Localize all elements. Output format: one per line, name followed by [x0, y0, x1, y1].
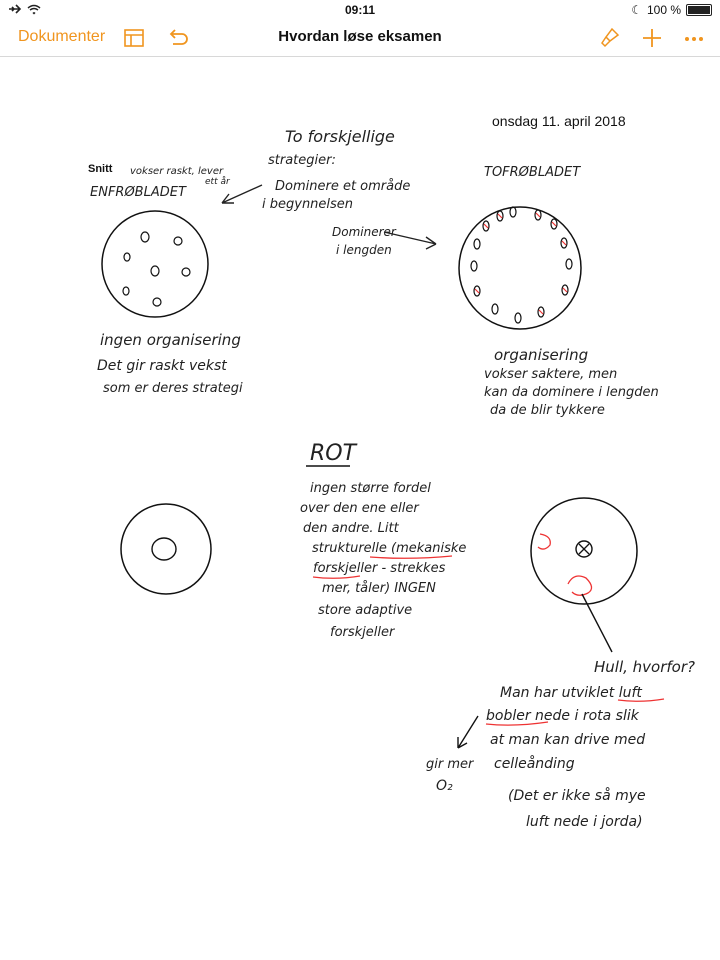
rot-line-8: forskjeller [330, 625, 395, 640]
left-text-1: ingen organisering [100, 331, 241, 349]
rot-line-2: over den ene eller [300, 501, 419, 516]
dominate-text-2: i begynnelsen [262, 197, 354, 212]
root-circle-right [531, 498, 637, 604]
hole-question: Hull, hvorfor? [594, 658, 695, 676]
dicot-phloem-marks [475, 213, 567, 314]
rot-line-4: strukturelle (mekaniske [312, 541, 467, 556]
hole-line-6: luft nede i jorda) [526, 814, 643, 830]
documents-back-button[interactable]: Dokumenter [18, 28, 106, 45]
oxygen-text-2: O₂ [436, 778, 453, 794]
monocot-stem-circle [102, 211, 208, 317]
strategies-title-2: strategier: [268, 153, 336, 168]
note-date: onsdag 11. april 2018 [492, 113, 626, 129]
status-bar [0, 0, 720, 20]
rot-line-6: mer, tåler) INGEN [322, 581, 436, 596]
snitt-label: Snitt [88, 163, 113, 175]
hole-line-3: at man kan drive med [490, 732, 646, 748]
air-hole-bottom [568, 576, 592, 595]
air-hole-left [538, 534, 550, 549]
right-text-3: kan da dominere i lengden [484, 385, 659, 400]
root-circle-left [121, 504, 211, 594]
left-title: ENFRØBLADET [90, 185, 186, 200]
rot-line-7: store adaptive [318, 603, 413, 618]
dicot-stem-circle [459, 207, 581, 329]
right-text-4: da de blir tykkere [490, 403, 605, 418]
toolbar [0, 20, 720, 57]
brush-icon[interactable] [596, 24, 624, 52]
left-label-1: vokser raskt, lever [130, 166, 224, 177]
left-text-3: som er deres strategi [103, 381, 243, 396]
strategies-title-1: To forskjellige [285, 127, 395, 146]
cross-icon [579, 544, 589, 554]
oxygen-arrow-icon [458, 716, 478, 748]
hole-red-underlines [486, 699, 664, 725]
rot-red-underlines [313, 556, 452, 578]
status-right [631, 3, 712, 17]
length-text-2: i lengden [336, 243, 392, 257]
rot-line-3: den andre. Litt [303, 521, 399, 536]
monocot-bundles [123, 232, 190, 306]
dicot-bundle-ring [471, 207, 572, 323]
hole-line-5: (Det er ikke så mye [508, 788, 646, 804]
oxygen-text-1: gir mer [426, 757, 474, 772]
root-center-left [152, 538, 176, 560]
arrow-right-icon [384, 232, 436, 249]
rot-title: ROT [310, 441, 357, 466]
left-text-2: Det gir raskt vekst [97, 358, 227, 374]
battery-icon [686, 4, 712, 16]
document-title: Hvordan løse eksamen [278, 28, 442, 45]
rot-line-1: ingen større fordel [310, 481, 431, 496]
right-text-1: organisering [494, 346, 589, 364]
root-center-right [576, 541, 592, 557]
hole-line-4: celleånding [494, 756, 575, 772]
rot-line-5: forskjeller - strekkes [313, 561, 446, 576]
hole-line-1: Man har utviklet luft [500, 685, 642, 701]
status-time: 09:11 [344, 3, 376, 17]
pointer-line [582, 594, 612, 652]
length-text-1: Dominerer [332, 225, 396, 239]
right-title: TOFRØBLADET [484, 165, 581, 180]
right-text-2: vokser saktere, men [484, 367, 618, 382]
plus-icon[interactable] [638, 24, 666, 52]
moon-icon: ☾ [631, 3, 642, 17]
left-label-2: ett år [205, 177, 230, 187]
arrow-left-icon [222, 185, 262, 203]
hole-line-2: bobler nede i rota slik [486, 708, 639, 724]
more-icon[interactable] [680, 24, 708, 52]
dominate-text-1: Dominere et område [275, 179, 411, 194]
battery-text: 100 % [646, 3, 681, 17]
